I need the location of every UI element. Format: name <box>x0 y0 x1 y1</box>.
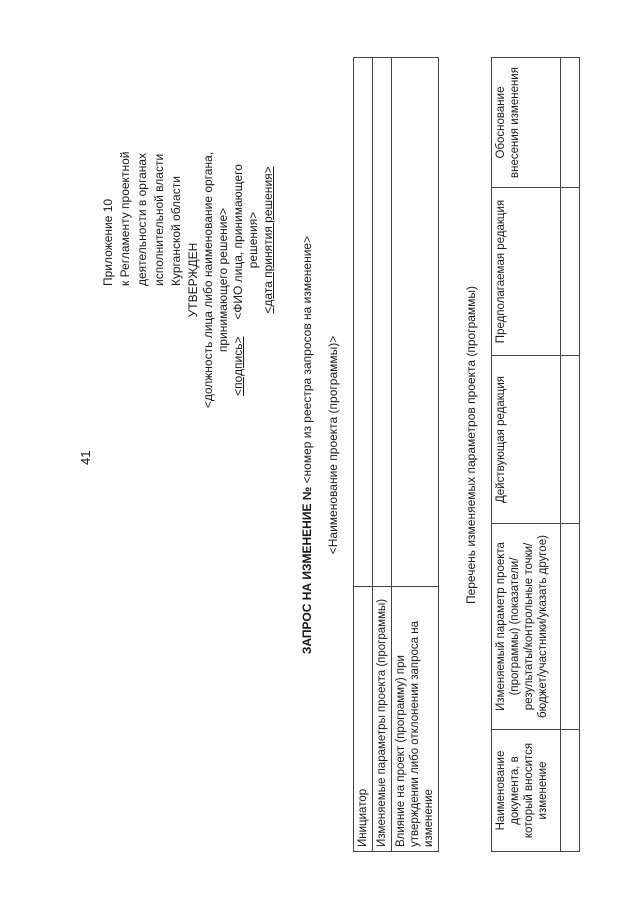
params-title: Перечень изменяемых параметров проекта (программы) <box>464 285 478 605</box>
params-header-cell: Изменяемый параметр проекта (программы) (показатели/результаты/контрольные точки/бюджет/участники/указать другое) <box>492 524 561 730</box>
params-header-cell: Наименование документа, в который вносится изменение <box>492 730 561 852</box>
project-name: <Наименование проекта (программы)> <box>326 335 340 555</box>
info-value <box>354 58 373 587</box>
info-label: Инициатор <box>354 587 373 852</box>
appendix-line: к Регламенту проектной <box>118 151 132 286</box>
params-cell <box>561 188 580 356</box>
appendix-line: Курганской области <box>169 176 183 286</box>
approval-signature-row <box>231 125 246 435</box>
approval-date-row <box>261 125 276 435</box>
approval-position-cont: принимающего решение> <box>216 207 230 353</box>
info-value <box>373 58 392 587</box>
page-number: 41 <box>78 450 93 465</box>
params-header-cell: Предполагаемая редакция <box>492 188 561 356</box>
info-label: Изменяемые параметры проекта (программы) <box>373 587 392 852</box>
info-row <box>354 58 373 852</box>
approval-signature: <подпись> <box>231 336 245 396</box>
params-cell <box>561 58 580 188</box>
request-title-prefix: ЗАПРОС НА ИЗМЕНЕНИЕ № <box>300 486 314 655</box>
approval-fio: <ФИО лица, принимающего <box>231 164 245 320</box>
params-header-cell: Действующая редакция <box>492 356 561 524</box>
appendix-line: деятельности в органах <box>135 152 149 286</box>
params-header-cell: Обоснование внесения изменения <box>492 58 561 188</box>
approval-fio-cont: решения> <box>246 211 260 269</box>
approval-position: <должность лица либо наименование органа, <box>201 151 215 409</box>
params-empty-row <box>561 58 580 852</box>
params-header-row <box>492 58 561 852</box>
approval-date: <дата принятия решения> <box>261 166 275 314</box>
params-cell <box>561 524 580 730</box>
info-value <box>392 58 439 587</box>
params-cell <box>561 730 580 852</box>
params-cell <box>561 356 580 524</box>
appendix-note <box>100 76 185 286</box>
approval-block <box>186 125 276 435</box>
request-title <box>300 125 314 765</box>
approval-heading: УТВЕРЖДЕН <box>186 242 200 318</box>
info-label: Влияние на проект (программу) при утверждении либо отклонении запроса на изменение <box>392 587 439 852</box>
info-row <box>392 58 439 852</box>
request-title-suffix: <номер из реестра запросов на изменение> <box>300 235 314 487</box>
params-table <box>491 57 580 852</box>
info-table <box>353 57 439 852</box>
appendix-line: исполнительной власти <box>152 153 166 286</box>
info-row <box>373 58 392 852</box>
appendix-line: Приложение 10 <box>101 198 115 286</box>
